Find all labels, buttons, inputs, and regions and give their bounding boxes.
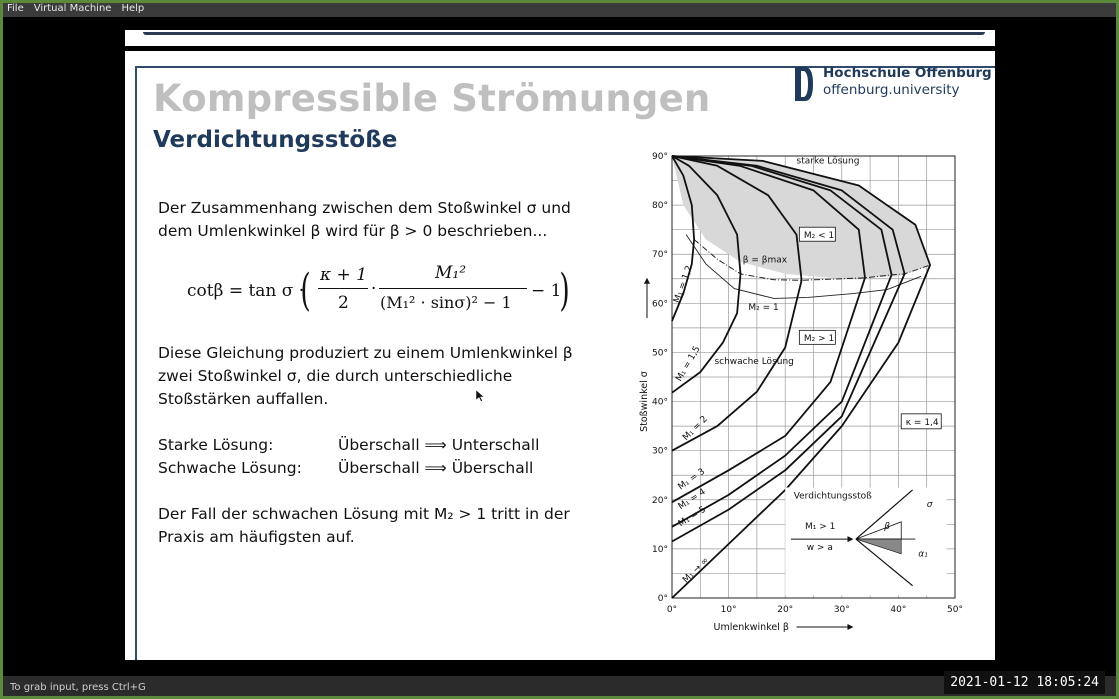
menu-help[interactable]: Help — [121, 3, 145, 14]
x-axis-arrowhead — [847, 624, 853, 630]
annotation-m2-eq-1: M₂ = 1 — [748, 303, 779, 314]
formula-frac1-den: 2 — [338, 293, 349, 313]
vm-menubar — [0, 0, 1119, 17]
y-tick-label: 90° — [652, 152, 668, 162]
annotation-beta-max: β = βmax — [742, 255, 788, 266]
inset-sigma-label: σ — [926, 500, 933, 511]
para2-line-2: zwei Stoßwinkel σ, die durch unterschiedliche — [158, 367, 513, 385]
series-label: M₁ → ∞ — [681, 555, 711, 586]
x-tick-label: 40° — [890, 605, 907, 615]
y-axis-arrowhead — [644, 278, 650, 284]
chart-svg — [635, 148, 975, 636]
clock-readout: 2021-01-12 18:05:24 — [944, 671, 1105, 694]
intro-line-2: dem Umlenkwinkel β wird für β > 0 beschrieben... — [158, 222, 548, 240]
x-tick-label: 30° — [833, 605, 850, 615]
mouse-cursor-icon — [476, 390, 484, 402]
y-axis-label: Stoßwinkel σ — [639, 371, 650, 432]
grab-input-hint: To grab input, press Ctrl+G — [10, 682, 146, 693]
para3-line-2: Praxis am häufigsten auf. — [158, 528, 355, 546]
presentation-slide — [125, 51, 995, 660]
annotation-strong: starke Lösung — [796, 156, 860, 167]
series-label: M₁ = 2 — [681, 414, 710, 443]
inset-beta-label: β — [884, 522, 890, 533]
x-tick-label: 0° — [666, 605, 678, 615]
weak-value: Überschall ⟹ Überschall — [338, 459, 534, 477]
menu-virtual-machine[interactable]: Virtual Machine — [33, 3, 112, 14]
para2-line-1: Diese Gleichung produziert zu einem Umlenkwinkel β — [158, 344, 573, 362]
x-tick-label: 10° — [720, 605, 737, 615]
y-tick-label: 70° — [652, 250, 668, 261]
subsonic-region — [672, 156, 930, 279]
university-logo — [793, 65, 993, 109]
inset-alpha-label: α₁ — [918, 549, 928, 560]
weak-solution-row — [158, 457, 533, 480]
y-tick-label: 50° — [652, 348, 668, 359]
y-tick-label: 80° — [652, 201, 668, 212]
formula-frac2-num: M₁² — [435, 263, 467, 283]
x-tick-label: 20° — [777, 605, 794, 615]
strong-solution-row — [158, 434, 539, 457]
annotation-m2-lt-1: M₂ < 1 — [803, 231, 835, 242]
slide-title: Kompressible Strömungen — [153, 77, 711, 120]
intro-line-1: Der Zusammenhang zwischen dem Stoßwinkel σ und — [158, 199, 571, 217]
series-label: M₁ = 4 — [676, 487, 708, 513]
inset-mach: M₁ > 1 — [805, 522, 836, 533]
formula-frac1-num: κ + 1 — [320, 265, 368, 285]
formula-paren-open: ( — [300, 265, 311, 316]
slide-subtitle: Verdichtungsstöße — [153, 127, 398, 153]
y-tick-label: 10° — [652, 544, 668, 555]
logo-url: offenburg.university — [823, 82, 960, 98]
annotation-m2-gt-1: M₂ > 1 — [803, 334, 835, 345]
formula-tail: − 1 — [531, 281, 562, 301]
strong-value: Überschall ⟹ Unterschall — [338, 436, 540, 454]
x-axis-label: Umlenkwinkel β — [713, 622, 789, 633]
inset-title: Verdichtungsstoß — [793, 491, 872, 502]
formula-frac2-den: (M₁² · sinσ)² − 1 — [380, 293, 512, 312]
y-tick-label: 20° — [652, 495, 668, 506]
y-tick-label: 60° — [652, 299, 668, 310]
inset-speed: w > a — [806, 542, 833, 553]
series-label: M₁ = 1,2 — [672, 264, 695, 305]
series-label: M₁ = 5 — [676, 504, 708, 530]
series-label: M₁ = 1,5 — [674, 344, 703, 384]
logo-mark-icon — [793, 65, 815, 103]
x-tick-label: 50° — [947, 605, 963, 615]
series-label: M₁ = 3 — [676, 466, 708, 493]
formula-frac2-bar — [379, 288, 527, 289]
formula-lhs: cotβ = tan σ · — [187, 281, 305, 301]
formula-dot: · — [371, 279, 377, 299]
annotation-kappa: κ = 1,4 — [905, 418, 939, 429]
para3-line-1: Der Fall der schwachen Lösung mit M₂ > 1 tritt in der — [158, 505, 570, 523]
shock-formula — [185, 261, 585, 321]
y-tick-label: 0° — [657, 594, 668, 604]
strong-label: Starke Lösung: — [158, 436, 274, 454]
shock-angle-chart — [635, 148, 975, 636]
formula-paren-close: ) — [559, 265, 570, 316]
formula-frac1-bar — [318, 288, 368, 289]
y-tick-label: 40° — [652, 397, 668, 408]
weak-label: Schwache Lösung: — [158, 459, 302, 477]
previous-slide-edge — [125, 30, 995, 46]
annotation-weak: schwache Lösung — [714, 357, 794, 368]
y-tick-label: 30° — [652, 446, 668, 457]
logo-name: Hochschule Offenburg — [823, 65, 992, 81]
para2-line-3: Stoßstärken auffallen. — [158, 390, 329, 408]
vm-statusbar — [0, 676, 1119, 699]
menu-file[interactable]: File — [7, 3, 24, 14]
